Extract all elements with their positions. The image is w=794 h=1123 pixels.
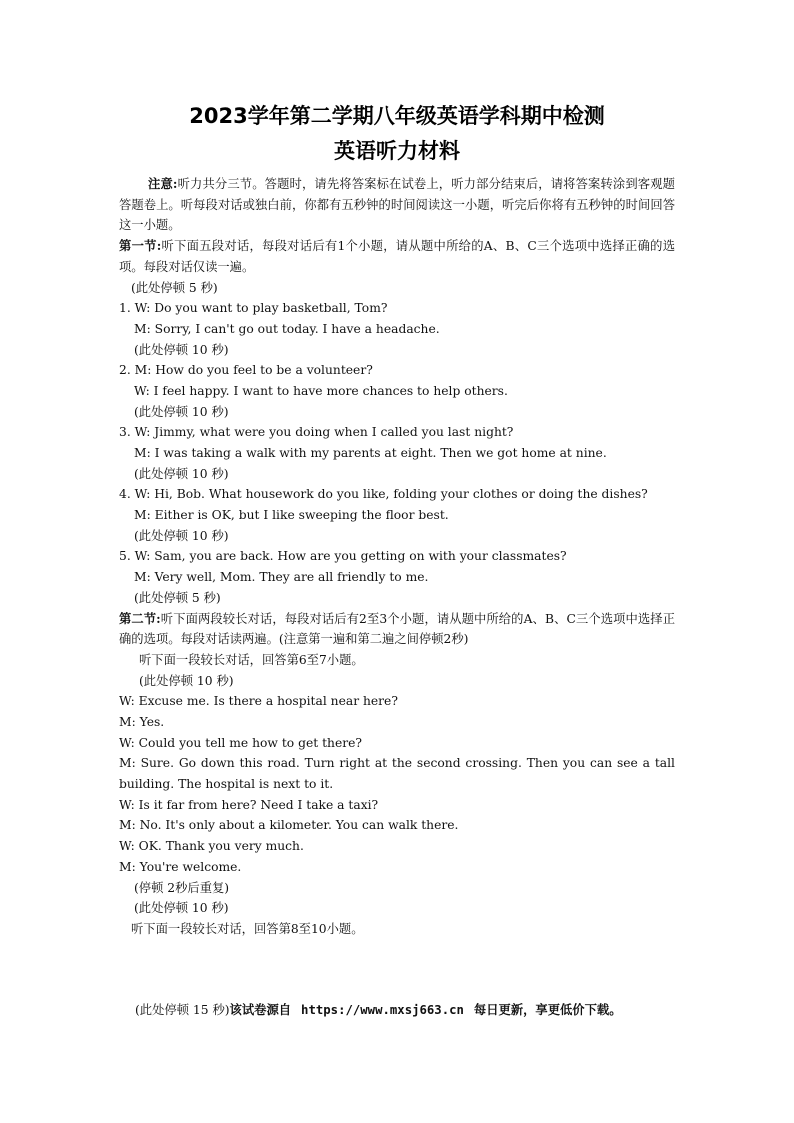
pause-line: (此处停顿 10 秒): [134, 404, 229, 419]
note-label: 注意:: [148, 176, 178, 191]
footer-line: [135, 1000, 622, 1021]
section1-text: 听下面五段对话，每段对话后有1个小题，请从题中所给的A、B、C三个选项中选择正确的选项。每段对话仅读一遍。: [119, 239, 675, 274]
section2-text: 听下面两段较长对话，每段对话后有2至3个小题，请从题中所给的A、B、C三个选项中选择正确的选项。每段对话读两遍。(注意第一遍和第二遍之间停顿2秒): [119, 611, 675, 647]
document-title: 2023学年第二学期八年级英语学科期中检测: [189, 104, 605, 128]
footer-pause: (此处停顿 15 秒): [135, 1003, 230, 1017]
note-text: 听力共分三节。答题时，请先将答案标在试卷上，听力部分结束后，请将答案转涂到客观题答题卷上。听每段对话或独白前，你都有五秒钟的时间阅读这一小题，听完后你将有五秒钟的时间回答这一小题。: [119, 177, 675, 233]
dialog-line: M: Yes.: [119, 714, 165, 729]
document-body: [119, 174, 675, 940]
section2-instructions: [119, 609, 675, 650]
q1-line-1: 1. W: Do you want to play basketball, Tom?: [119, 301, 388, 316]
dialog-line: W: OK. Thank you very much.: [119, 839, 304, 854]
section1-instructions: [119, 236, 675, 277]
note-paragraph: [119, 174, 675, 236]
document-subtitle: 英语听力材料: [334, 139, 460, 163]
pause-line: (此处停顿 5 秒): [134, 590, 221, 605]
q3-line-1: 3. W: Jimmy, what were you doing when I called you last night?: [119, 425, 514, 440]
pause-line: (此处停顿 10 秒): [134, 466, 229, 481]
q2-line-2: W: I feel happy. I want to have more chances to help others.: [134, 383, 508, 398]
footer-url[interactable]: https://www.mxsj663.cn: [301, 1003, 464, 1017]
footer-source: 该试卷源自: [229, 1003, 292, 1017]
conversation2-intro: 听下面一段较长对话，回答第8至10小题。: [131, 921, 364, 936]
q2-line-1: 2. M: How do you feel to be a volunteer?: [119, 363, 373, 378]
pause-line: (此处停顿 10 秒): [134, 342, 229, 357]
q1-line-2: M: Sorry, I can't go out today. I have a headache.: [134, 321, 440, 336]
dialog-line: W: Could you tell me how to get there?: [119, 735, 362, 750]
pause-line: (此处停顿 10 秒): [134, 901, 229, 916]
dialog-line: W: Is it far from here? Need I take a taxi?: [119, 797, 379, 812]
q5-line-2: M: Very well, Mom. They are all friendly to me.: [134, 570, 429, 585]
dialog-line: M: No. It's only about a kilometer. You can walk there.: [119, 818, 459, 833]
dialog-line: W: Excuse me. Is there a hospital near here?: [119, 694, 398, 709]
pause-line: (此处停顿 5 秒): [131, 280, 218, 295]
q5-line-1: 5. W: Sam, you are back. How are you getting on with your classmates?: [119, 549, 567, 564]
q4-line-2: M: Either is OK, but I like sweeping the floor best.: [134, 508, 449, 523]
conversation1-intro: 听下面一段较长对话，回答第6至7小题。: [139, 652, 364, 667]
q4-line-1: 4. W: Hi, Bob. What housework do you like, folding your clothes or doing the dishes?: [119, 487, 648, 502]
footer-tail: 每日更新，享更低价下载。: [473, 1003, 622, 1017]
section2-label: 第二节:: [119, 610, 161, 626]
q3-line-2: M: I was taking a walk with my parents at eight. Then we got home at nine.: [134, 446, 607, 461]
pause-line: (此处停顿 10 秒): [139, 673, 234, 688]
dialog-line: M: Sure. Go down this road. Turn right at the second crossing. Then you can see a tall building. The hospital is next to it.: [119, 756, 675, 792]
pause-line: (此处停顿 10 秒): [134, 528, 229, 543]
dialog-line: M: You're welcome.: [119, 859, 242, 874]
section1-label: 第一节:: [119, 238, 162, 254]
repeat-note: (停顿 2秒后重复): [134, 880, 230, 895]
